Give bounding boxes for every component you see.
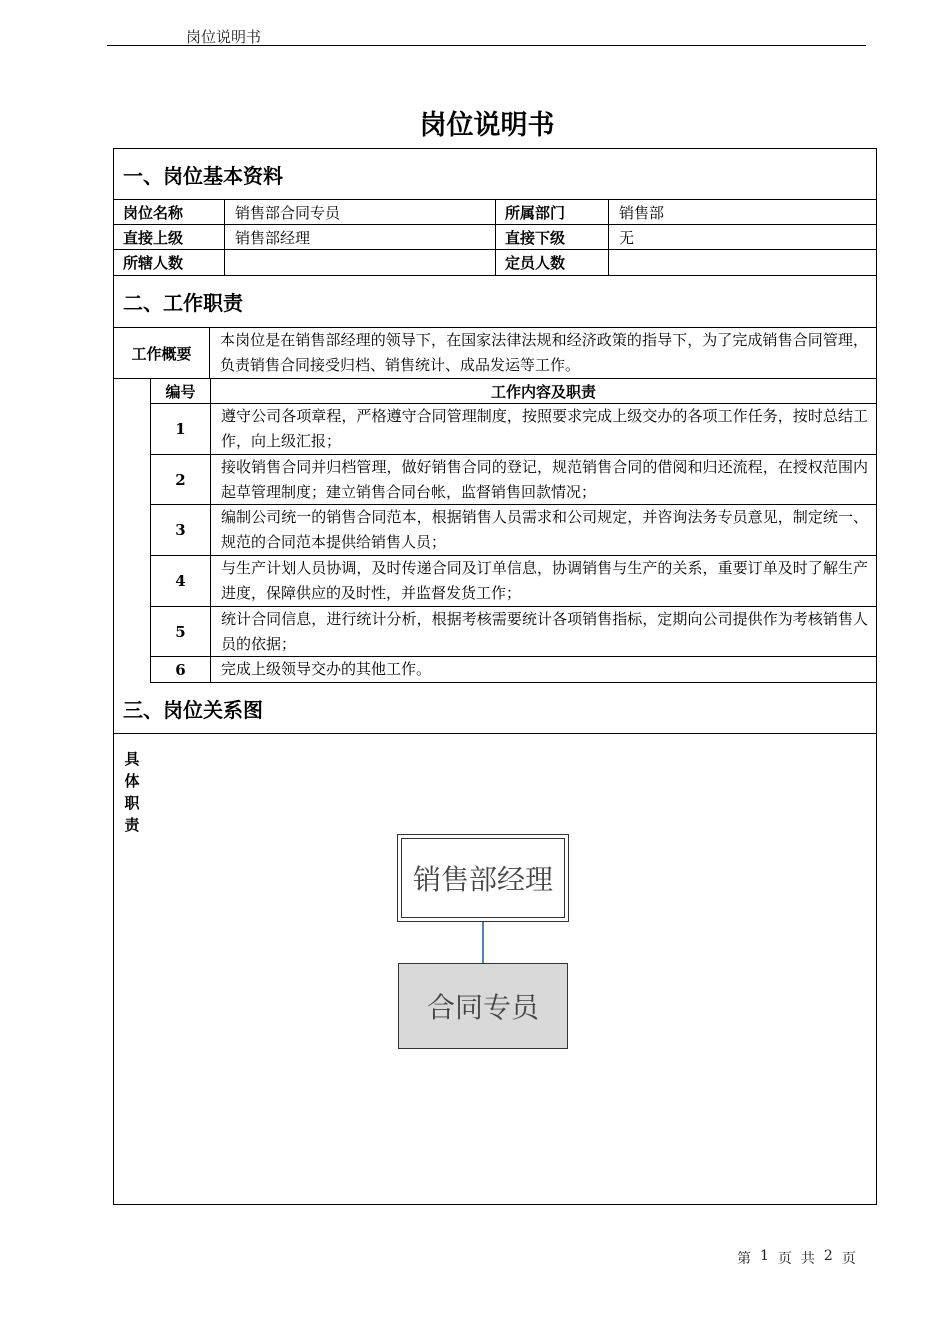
document-title: 岗位说明书 [419, 110, 555, 141]
duty-row [150, 505, 876, 556]
duty-row [150, 455, 876, 505]
page-current: 1 [760, 1248, 770, 1264]
department-label: 所属部门 [495, 200, 608, 224]
duty-text: 与生产计划人员协调，及时传递合同及订单信息，协调销售与生产的关系，重要订单及时了解生产进度，保障供应的及时性，并监督发货工作； [221, 559, 868, 602]
content-column-header: 工作内容及职责 [210, 379, 876, 403]
page-total: 2 [823, 1248, 834, 1264]
duty-cell [210, 505, 876, 555]
section-duties-title [114, 276, 876, 328]
page-prefix: 第 [737, 1251, 752, 1267]
section-basic-info-title [114, 149, 876, 200]
page-mid: 页 [777, 1251, 793, 1267]
headcount-managed-label: 所辖人数 [123, 254, 184, 272]
duty-number: 3 [175, 521, 186, 539]
info-row [114, 250, 876, 276]
duty-cell [210, 455, 876, 504]
superior-label: 直接上级 [123, 228, 184, 247]
duty-text: 完成上级领导交办的其他工作。 [221, 660, 432, 678]
duty-cell [210, 607, 876, 656]
subordinate-value: 无 [608, 225, 876, 249]
duty-cell [210, 556, 876, 606]
superior-value: 销售部经理 [224, 225, 495, 249]
overview-text: 本岗位是在销售部经理的领导下，在国家法律法规和经济政策的指导下，为了完成销售合同管理，负责销售合同接受归档、销售统计、成品发运等工作。 [220, 331, 868, 374]
headcount-managed-value [224, 250, 495, 275]
section-relations-title [114, 683, 876, 734]
duties-header-row [150, 379, 876, 404]
org-node-manager [397, 834, 569, 922]
duty-cell [210, 657, 876, 682]
info-row [114, 200, 876, 225]
duty-text: 统计合同信息，进行统计分析，根据考核需要统计各项销售指标，定期向公司提供作为考核销售人员的依据； [221, 609, 868, 653]
number-column-header: 编号 [165, 382, 196, 401]
subordinate-label: 直接下级 [495, 225, 608, 249]
staffing-quota-value [608, 250, 876, 275]
org-connector-line [482, 922, 484, 963]
overview-cell [209, 328, 876, 378]
org-chart [114, 734, 876, 1204]
org-node-manager-label: 销售部经理 [401, 838, 565, 918]
section-basic-info-heading: 一、岗位基本资料 [123, 163, 283, 188]
duty-number: 5 [175, 622, 186, 641]
duty-cell [210, 404, 876, 454]
section-duties-heading: 二、工作职责 [123, 291, 243, 315]
org-node-contract-specialist: 合同专员 [398, 963, 568, 1049]
duty-text: 编制公司统一的销售合同范本，根据销售人员需求和公司规定，并咨询法务专员意见，制定统一、规范的合同范本提供给销售人员； [221, 508, 868, 551]
overview-label: 工作概要 [131, 344, 192, 363]
duty-text: 接收销售合同并归档管理，做好销售合同的登记，规范销售合同的借阅和归还流程，在授权范围内起草管理制度；建立销售合同台帐，监督销售回款情况； [221, 457, 868, 501]
header-rule [107, 45, 866, 46]
duty-row [150, 607, 876, 657]
duty-number: 1 [175, 420, 186, 438]
duty-number: 6 [175, 660, 186, 679]
duty-row [150, 657, 876, 683]
job-description-table [113, 148, 877, 1205]
duty-row [150, 404, 876, 455]
position-name-label: 岗位名称 [123, 203, 184, 222]
duty-number: 2 [175, 470, 186, 489]
total-suffix: 页 [841, 1251, 857, 1267]
running-header: 岗位说明书 [186, 28, 262, 46]
section-relations-heading: 三、岗位关系图 [123, 697, 263, 722]
duty-text: 遵守公司各项章程，严格遵守合同管理制度，按照要求完成上级交办的各项工作任务，按时总结工作，向上级汇报； [221, 407, 868, 450]
department-value: 销售部 [608, 200, 876, 224]
page-number [737, 1248, 857, 1268]
overview-row [114, 328, 876, 379]
duty-row [150, 556, 876, 607]
duty-number: 4 [175, 572, 186, 590]
duties-label-text: 具体职责 [124, 749, 140, 834]
position-name-value: 销售部合同专员 [224, 200, 495, 224]
total-prefix: 共 [800, 1251, 816, 1267]
info-row [114, 225, 876, 250]
staffing-quota-label: 定员人数 [495, 250, 608, 275]
